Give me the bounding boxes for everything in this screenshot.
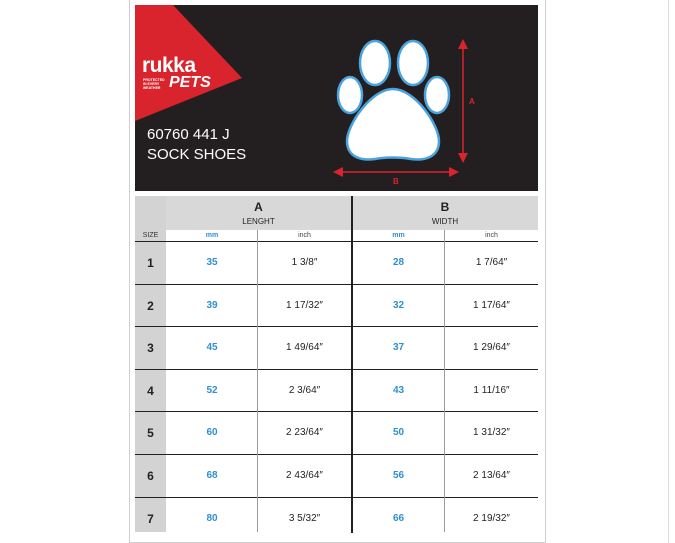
b-inch-cell: 1 17/64″ [473,299,510,311]
a-mm-cell: 52 [206,384,218,396]
table-row [135,284,538,327]
a-inch-cell: 2 23/64″ [286,427,323,439]
size-cell: 2 [147,298,154,313]
a-mm-cell: 60 [206,427,218,439]
b-mm-cell: 50 [392,427,405,439]
a-mm-header: mm [205,232,219,239]
b-inch-cell: 2 13/64″ [473,470,510,481]
b-mm-cell: 37 [392,342,405,354]
b-inch-cell: 2 19/32″ [473,512,510,524]
product-name: SOCK SHOES [147,146,247,163]
table-row [135,369,538,412]
b-unit-divider [444,230,445,532]
a-mm-cell: 68 [206,470,218,481]
a-unit-divider [257,230,258,532]
size-cell: 6 [147,469,154,483]
b-inch-cell: 1 29/64″ [473,342,510,354]
a-inch-cell: 2 3/64″ [288,384,321,396]
b-mm-cell: 28 [392,257,405,268]
a-mm-cell: 80 [206,512,218,524]
product-code: 60760 441 J [147,126,230,143]
a-inch-cell: 1 3/8″ [291,257,318,268]
group-b-title: WIDTH [431,217,459,226]
b-inch-header: inch [485,232,498,239]
size-column-header: SIZE [142,232,159,239]
group-b-letter: B [440,200,450,214]
brand-logo-word: rukka [142,54,196,77]
table-row [135,411,538,454]
size-cell: 4 [147,383,154,398]
b-inch-cell: 1 7/64″ [475,257,508,268]
dimension-label-a: A [469,97,475,106]
paw-icon [338,41,449,159]
group-header-b [352,196,538,229]
table-row [135,497,538,540]
b-mm-cell: 32 [392,299,405,311]
group-a-title: LENGHT [242,217,275,226]
a-inch-cell: 3 5/32″ [288,512,321,524]
size-cell: 3 [147,341,154,356]
b-mm-cell: 56 [392,470,405,481]
group-a-letter: A [254,200,263,214]
dimension-label-b: B [393,177,399,186]
size-cell: 5 [147,426,154,441]
group-divider [351,196,353,533]
a-inch-cell: 2 43/64″ [286,470,323,481]
brand-tagline: PROTECTED IN EVERY WEATHER [143,78,165,90]
table-row [135,454,538,497]
b-mm-cell: 66 [392,512,405,524]
group-header-a [166,196,351,229]
a-mm-cell: 39 [206,299,218,311]
brand-logo-sub: PETS [169,74,211,91]
a-mm-cell: 45 [206,342,218,354]
table-row [135,241,538,284]
b-inch-cell: 1 11/16″ [473,384,510,396]
table-row [135,326,538,369]
size-cell: 7 [147,511,154,526]
b-mm-cell: 43 [392,384,405,396]
a-mm-cell: 35 [206,257,218,268]
a-inch-cell: 1 49/64″ [286,342,323,354]
a-inch-cell: 1 17/32″ [286,299,323,311]
a-inch-header: inch [298,232,311,239]
size-cell: 1 [147,256,154,270]
product-header [135,5,538,191]
dimension-arrow-b [333,167,459,177]
dimension-arrow-a [458,39,468,163]
b-mm-header: mm [392,232,405,239]
b-inch-cell: 1 31/32″ [473,427,510,439]
page-edge-rule [668,0,669,543]
